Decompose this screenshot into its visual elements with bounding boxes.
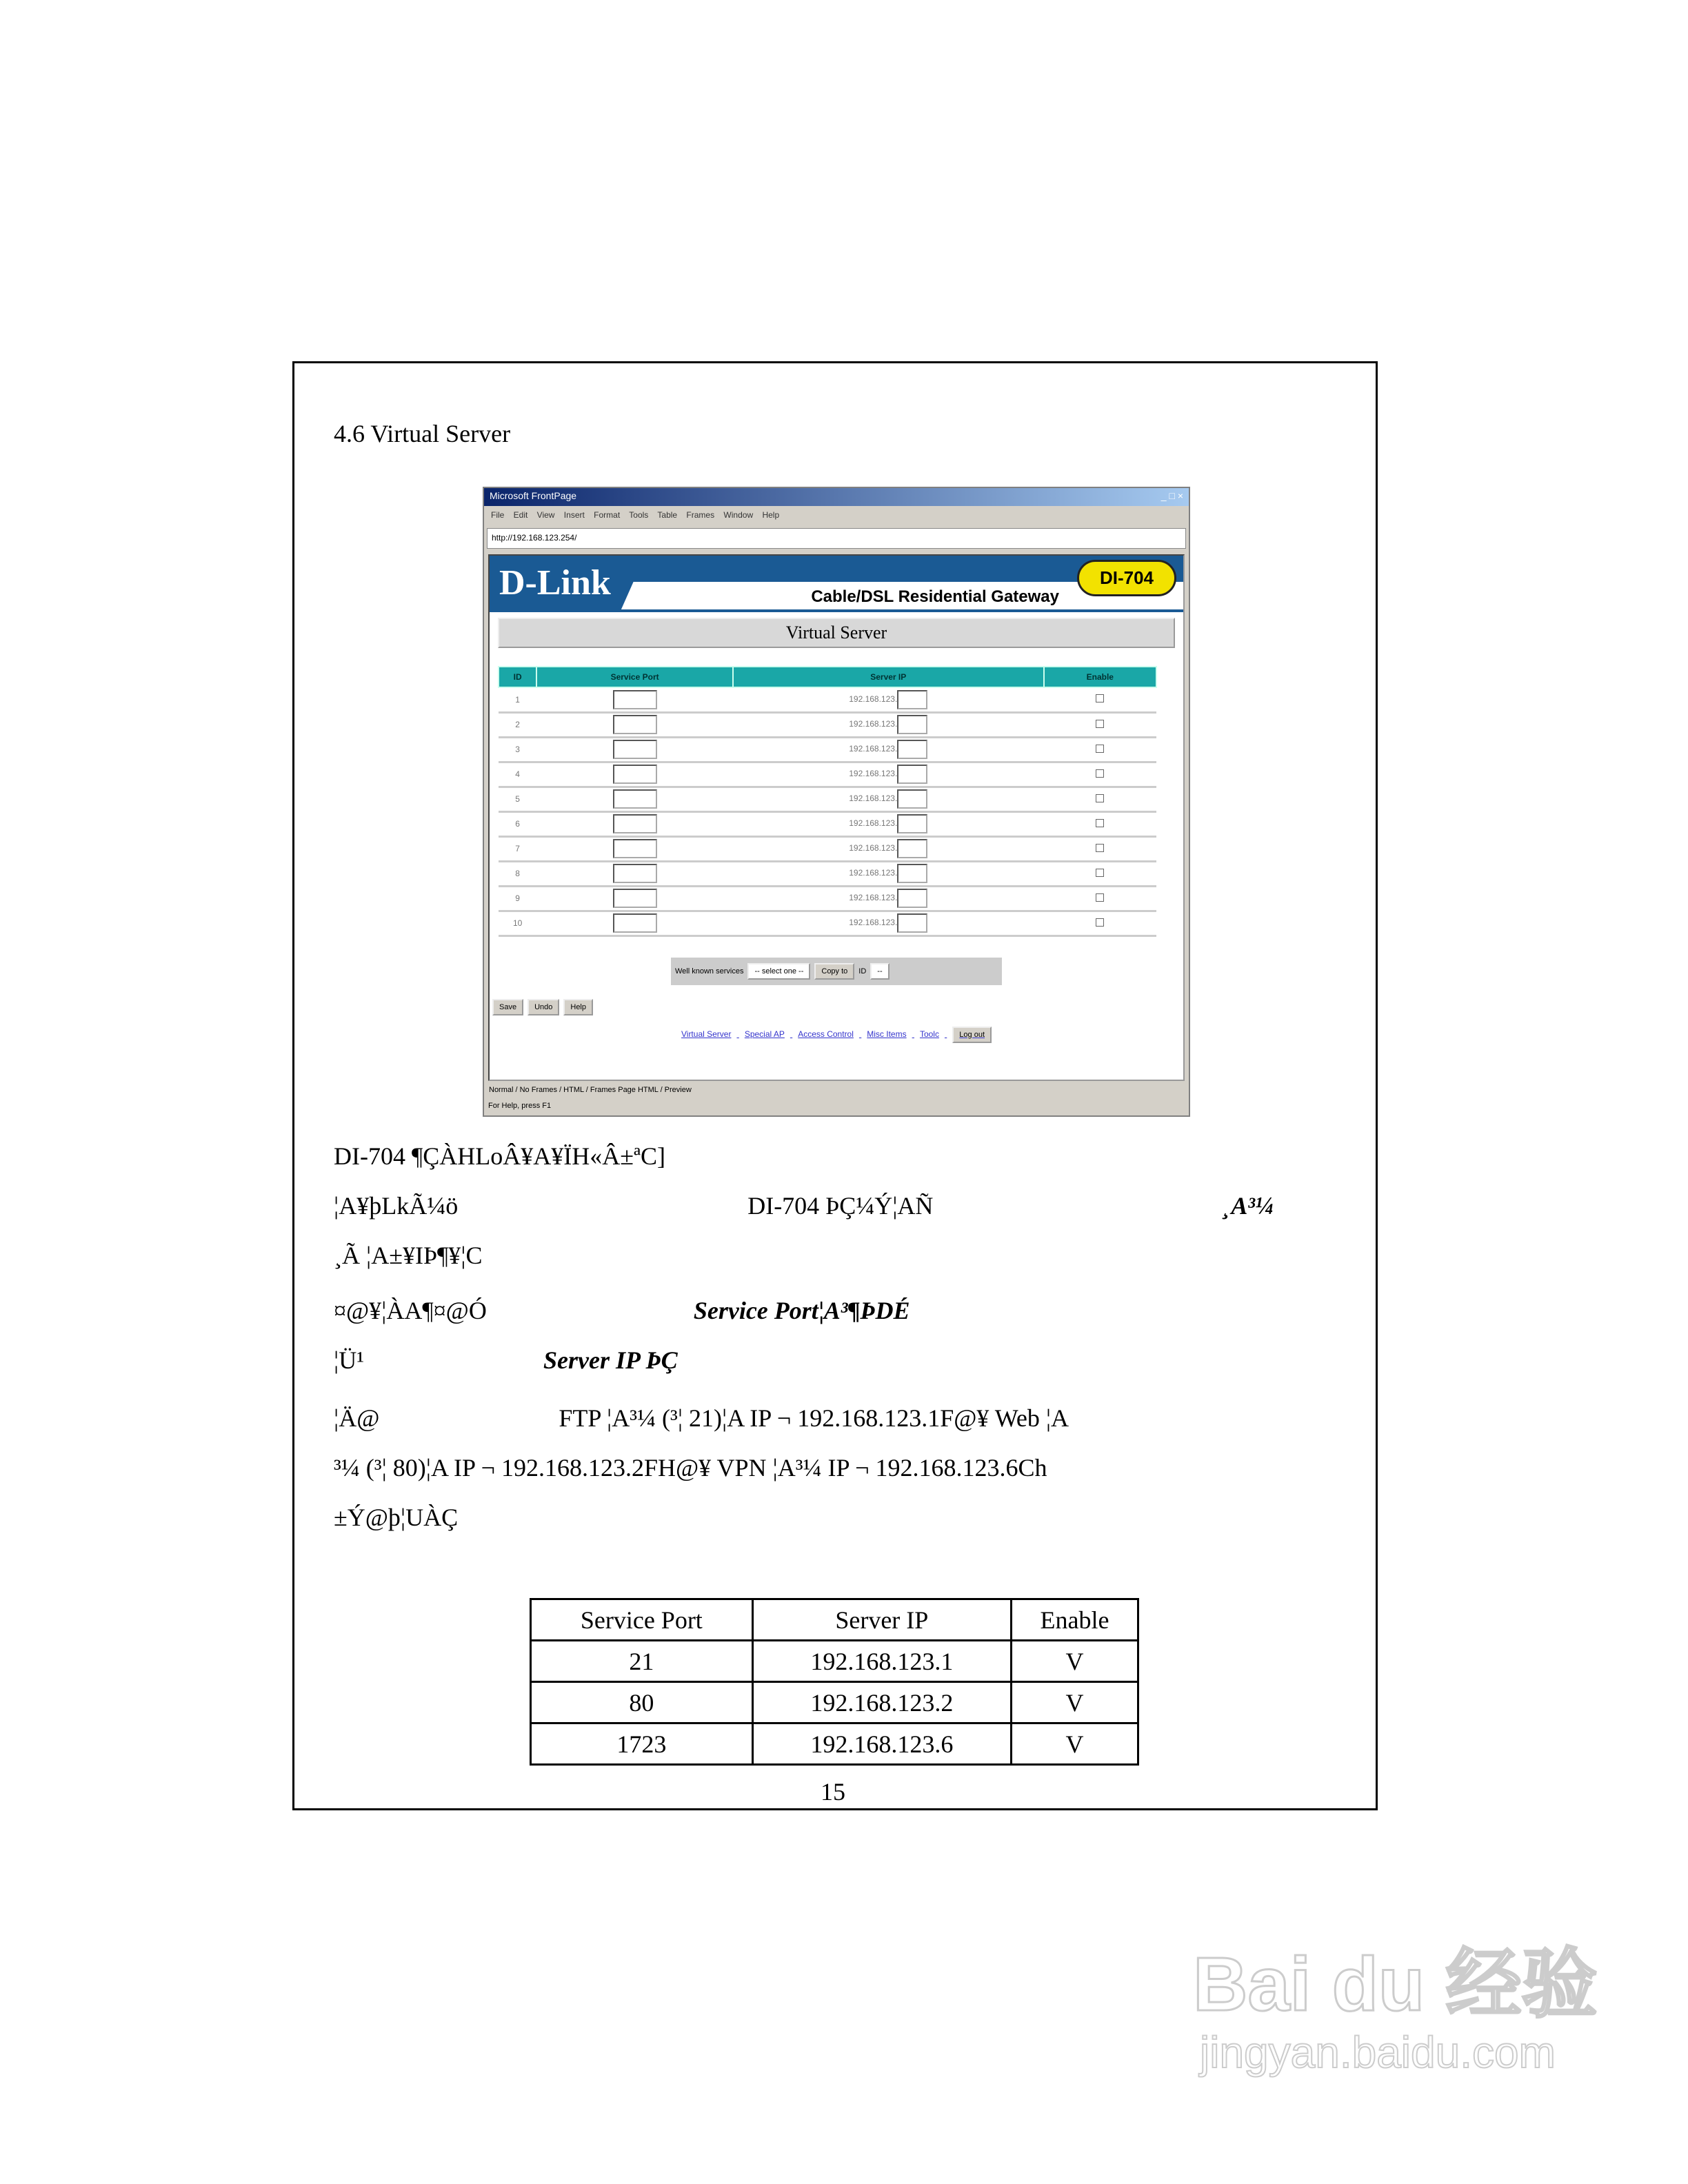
server-ip-input[interactable] bbox=[897, 690, 927, 709]
window-titlebar bbox=[484, 488, 1189, 506]
enable-checkbox[interactable] bbox=[1096, 819, 1104, 827]
ip-prefix: 192.168.123. bbox=[849, 843, 898, 853]
ip-prefix: 192.168.123. bbox=[849, 694, 898, 704]
row-id: 5 bbox=[499, 787, 536, 811]
service-port-input[interactable] bbox=[613, 765, 657, 784]
header-enable: Enable bbox=[1011, 1599, 1138, 1641]
id-label: ID bbox=[858, 967, 867, 975]
col-enable: Enable bbox=[1044, 667, 1156, 687]
body-paragraph: ¦A¥þLkÃ¼ö DI-704 ÞÇ¼Ý¦AÑ ¸A³¼ bbox=[334, 1192, 1274, 1220]
enable-checkbox[interactable] bbox=[1096, 794, 1104, 802]
link-virtual-server[interactable]: Virtual Server bbox=[681, 1029, 732, 1039]
link-access-control[interactable]: Access Control bbox=[798, 1029, 854, 1039]
row-id: 9 bbox=[499, 886, 536, 911]
service-port-input[interactable] bbox=[613, 864, 657, 883]
help-button[interactable]: Help bbox=[563, 999, 593, 1015]
enable-checkbox[interactable] bbox=[1096, 869, 1104, 877]
undo-button[interactable]: Undo bbox=[528, 999, 559, 1015]
server-ip-input[interactable] bbox=[897, 765, 927, 784]
server-ip-input[interactable] bbox=[897, 789, 927, 809]
link-special-ap[interactable]: Special AP bbox=[744, 1029, 785, 1039]
col-server-ip: Server IP bbox=[733, 667, 1044, 687]
row-id: 6 bbox=[499, 811, 536, 836]
ip-prefix: 192.168.123. bbox=[849, 893, 898, 903]
table-row bbox=[499, 911, 1156, 936]
product-subtitle: Cable/DSL Residential Gateway bbox=[811, 587, 1059, 606]
ip-prefix: 192.168.123. bbox=[849, 719, 898, 729]
link-toolc[interactable]: Toolc bbox=[919, 1029, 939, 1039]
row-id: 8 bbox=[499, 861, 536, 886]
row-id: 2 bbox=[499, 712, 536, 737]
baidu-watermark-logo: Bai du 经验 bbox=[1193, 1942, 1598, 2027]
view-tabs[interactable]: Normal / No Frames / HTML / Frames Page HTML / Preview bbox=[489, 1086, 692, 1094]
ip-prefix: 192.168.123. bbox=[849, 793, 898, 804]
table-row bbox=[499, 836, 1156, 861]
enable-checkbox[interactable] bbox=[1096, 769, 1104, 778]
col-service-port: Service Port bbox=[536, 667, 733, 687]
server-ip-input[interactable] bbox=[897, 864, 927, 883]
ip-prefix: 192.168.123. bbox=[849, 744, 898, 754]
table-row: 1723 192.168.123.6 V bbox=[531, 1723, 1138, 1765]
save-button[interactable]: Save bbox=[492, 999, 523, 1015]
table-row bbox=[499, 762, 1156, 787]
service-port-input[interactable] bbox=[613, 814, 657, 833]
menu-bar[interactable]: File Edit View Insert Format Tools Table Frames Window Help bbox=[491, 510, 780, 520]
server-ip-input[interactable] bbox=[897, 740, 927, 759]
page-number: 15 bbox=[821, 1778, 845, 1806]
table-row bbox=[499, 861, 1156, 886]
server-ip-input[interactable] bbox=[897, 889, 927, 908]
section-heading: 4.6 Virtual Server bbox=[334, 420, 511, 447]
id-select[interactable]: -- bbox=[870, 963, 889, 980]
server-ip-input[interactable] bbox=[897, 715, 927, 734]
table-row bbox=[499, 811, 1156, 836]
row-id: 10 bbox=[499, 911, 536, 936]
table-row bbox=[499, 787, 1156, 811]
ip-prefix: 192.168.123. bbox=[849, 769, 898, 779]
body-paragraph: ¦Ü¹ Server IP ÞÇ bbox=[334, 1346, 678, 1374]
virtual-server-table bbox=[498, 666, 1157, 937]
router-page bbox=[488, 554, 1185, 1081]
row-id: 3 bbox=[499, 737, 536, 762]
ip-prefix: 192.168.123. bbox=[849, 818, 898, 829]
service-port-input[interactable] bbox=[613, 839, 657, 858]
well-known-services-bar bbox=[671, 958, 1002, 985]
enable-checkbox[interactable] bbox=[1096, 844, 1104, 852]
body-paragraph: ¸Ã ¦A±¥IÞ¶¥¦C bbox=[334, 1242, 483, 1269]
services-select[interactable]: -- select one -- bbox=[747, 963, 810, 980]
status-bar: For Help, press F1 bbox=[488, 1102, 552, 1110]
ip-prefix: 192.168.123. bbox=[849, 918, 898, 928]
table-row bbox=[499, 712, 1156, 737]
service-port-input[interactable] bbox=[613, 715, 657, 734]
body-paragraph: ±Ý@þ¦UÀÇ bbox=[334, 1504, 459, 1531]
enable-checkbox[interactable] bbox=[1096, 694, 1104, 702]
baidu-watermark-url: jingyan.baidu.com bbox=[1200, 2028, 1556, 2077]
ip-prefix: 192.168.123. bbox=[849, 868, 898, 878]
window-title: Microsoft FrontPage bbox=[490, 490, 577, 501]
service-port-input[interactable] bbox=[613, 690, 657, 709]
server-ip-input[interactable] bbox=[897, 839, 927, 858]
body-paragraph: ³¼ (³¦ 80)¦A IP ¬ 192.168.123.2FH@¥ VPN ¦A³¼ IP ¬ 192.168.123.6Ch bbox=[334, 1454, 1047, 1482]
header-service-port: Service Port bbox=[531, 1599, 753, 1641]
copy-to-button[interactable]: Copy to bbox=[814, 963, 854, 980]
service-port-input[interactable] bbox=[613, 740, 657, 759]
address-bar[interactable]: http://192.168.123.254/ bbox=[487, 528, 1186, 549]
window-controls[interactable]: _ □ × bbox=[1160, 490, 1183, 501]
dlink-logo: D-Link bbox=[499, 563, 611, 603]
header-server-ip: Server IP bbox=[752, 1599, 1011, 1641]
embedded-screenshot bbox=[483, 487, 1190, 1117]
enable-checkbox[interactable] bbox=[1096, 918, 1104, 927]
table-row: 21 192.168.123.1 V bbox=[531, 1641, 1138, 1682]
enable-checkbox[interactable] bbox=[1096, 745, 1104, 753]
model-badge: DI-704 bbox=[1077, 560, 1176, 596]
service-port-input[interactable] bbox=[613, 789, 657, 809]
dlink-banner bbox=[490, 556, 1183, 612]
table-row bbox=[499, 886, 1156, 911]
body-paragraph: ¤@¥¦ÀA¶¤@Ó Service Port¦A³¶ÞDÉ bbox=[334, 1297, 910, 1324]
service-port-input[interactable] bbox=[613, 889, 657, 908]
page-title: Virtual Server bbox=[498, 618, 1175, 648]
table-row bbox=[499, 687, 1156, 712]
row-id: 1 bbox=[499, 687, 536, 712]
enable-checkbox[interactable] bbox=[1096, 893, 1104, 902]
row-id: 7 bbox=[499, 836, 536, 861]
well-known-label: Well known services bbox=[675, 967, 744, 975]
body-paragraph: ¦Ä@ FTP ¦A³¼ (³¦ 21)¦A IP ¬ 192.168.123.1F@¥ Web ¦A bbox=[334, 1404, 1069, 1432]
nav-links bbox=[490, 1029, 1183, 1039]
col-id: ID bbox=[499, 667, 536, 687]
server-ip-input[interactable] bbox=[897, 913, 927, 933]
service-port-input[interactable] bbox=[613, 913, 657, 933]
server-ip-input[interactable] bbox=[897, 814, 927, 833]
row-id: 4 bbox=[499, 762, 536, 787]
body-paragraph: DI-704 ¶ÇÀHLoÂ¥A¥ÏH«Â±ªC] bbox=[334, 1142, 665, 1170]
logout-button[interactable]: Log out bbox=[952, 1027, 992, 1043]
enable-checkbox[interactable] bbox=[1096, 720, 1104, 728]
example-table bbox=[530, 1598, 1139, 1766]
link-misc-items[interactable]: Misc Items bbox=[867, 1029, 907, 1039]
table-row: 80 192.168.123.2 V bbox=[531, 1682, 1138, 1723]
table-row bbox=[499, 737, 1156, 762]
